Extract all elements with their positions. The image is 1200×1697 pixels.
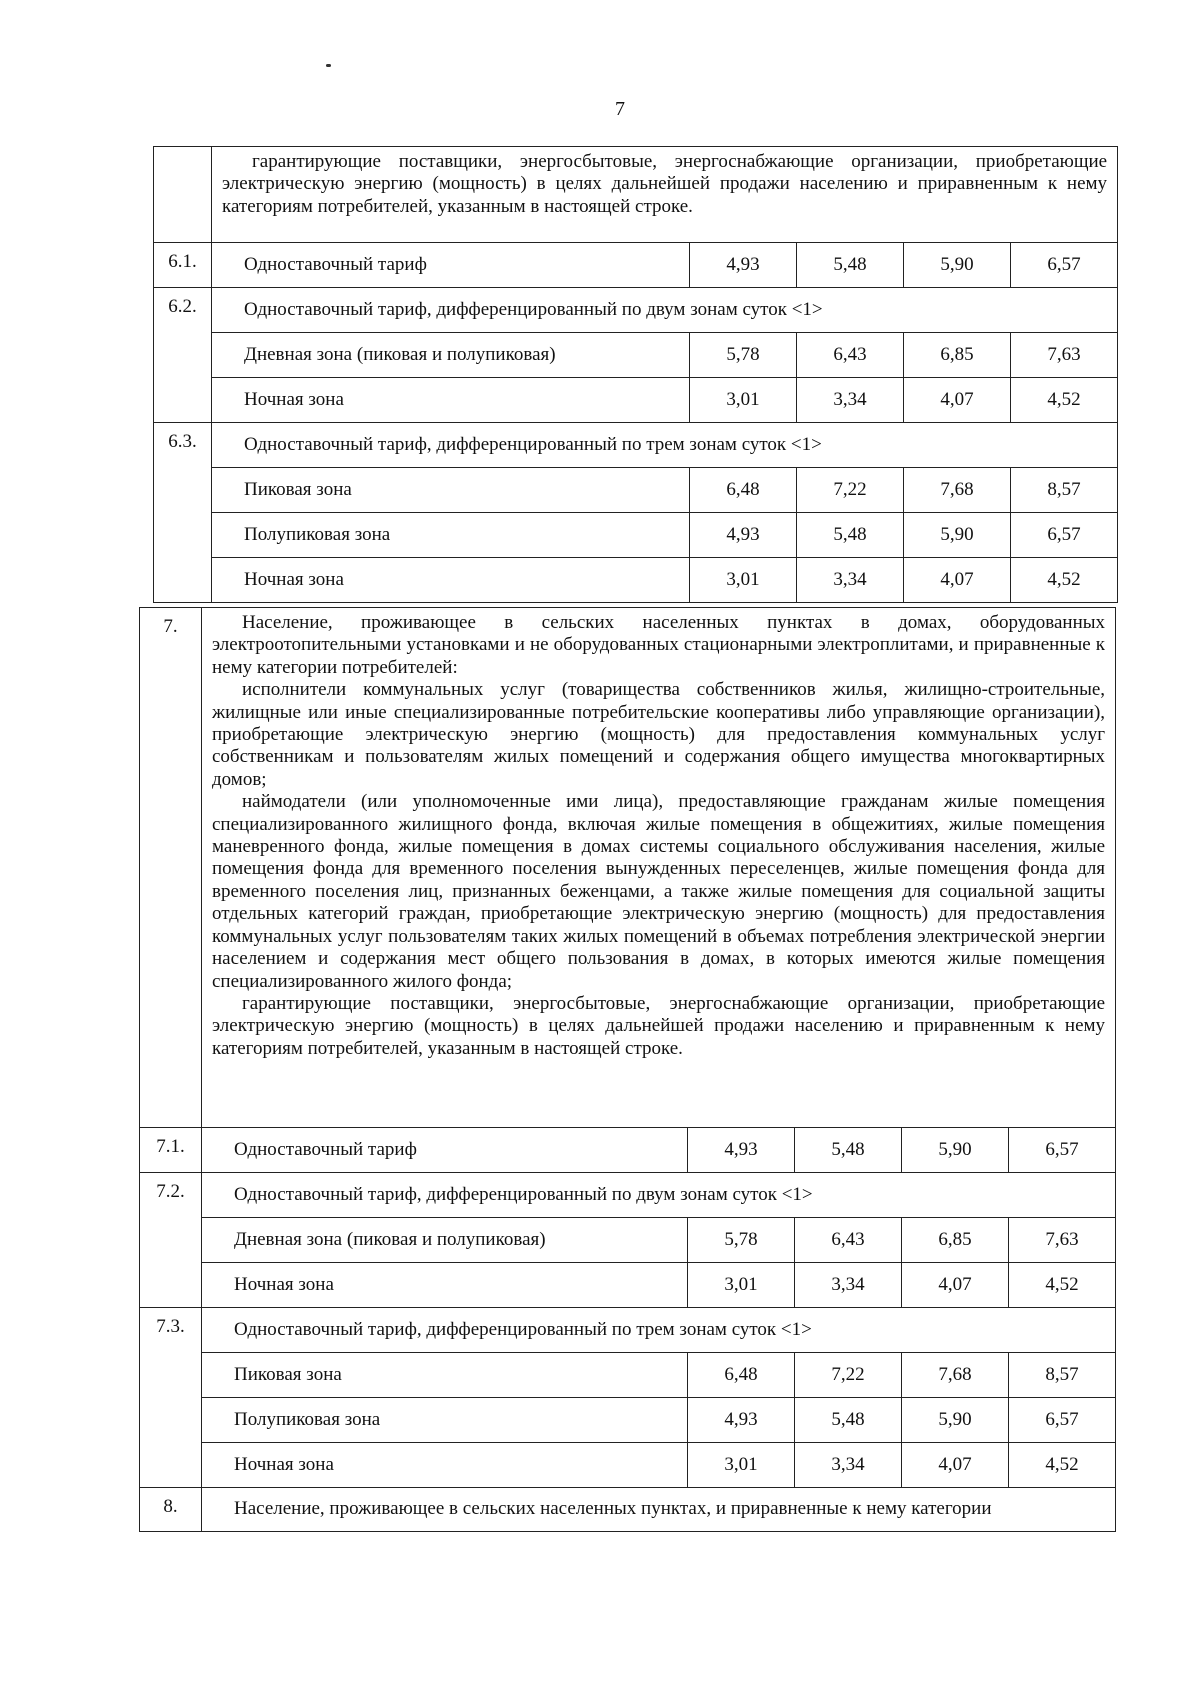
tariff-value: 4,93 bbox=[688, 1128, 795, 1173]
section-7-description bbox=[202, 608, 1116, 1128]
tariff-value: 4,93 bbox=[690, 513, 797, 558]
table-row bbox=[154, 288, 1118, 333]
table-row bbox=[154, 378, 1118, 423]
tariff-value: 3,34 bbox=[797, 378, 904, 423]
tariff-value: 4,52 bbox=[1011, 558, 1118, 603]
tariff-label: Дневная зона (пиковая и полупиковая) bbox=[212, 333, 690, 378]
tariff-value: 4,07 bbox=[902, 1443, 1009, 1488]
row-number: 7. bbox=[140, 608, 202, 1128]
tariff-value: 7,63 bbox=[1011, 333, 1118, 378]
table-row bbox=[140, 1263, 1116, 1308]
tariff-value: 4,52 bbox=[1009, 1443, 1116, 1488]
tariff-label: Ночная зона bbox=[212, 378, 690, 423]
tariff-value: 4,93 bbox=[690, 243, 797, 288]
tariff-value: 6,48 bbox=[688, 1353, 795, 1398]
tariff-group-label: Одноставочный тариф, дифференцированный по трем зонам суток <1> bbox=[212, 423, 1118, 468]
table-row bbox=[154, 513, 1118, 558]
row-number: 7.2. bbox=[140, 1173, 202, 1308]
tariff-value: 6,85 bbox=[904, 333, 1011, 378]
tariff-value: 5,78 bbox=[688, 1218, 795, 1263]
table-row bbox=[140, 608, 1116, 1128]
tariff-value: 7,68 bbox=[902, 1353, 1009, 1398]
table-row bbox=[140, 1353, 1116, 1398]
tariff-value: 4,07 bbox=[904, 378, 1011, 423]
tariff-label: Одноставочный тариф bbox=[212, 243, 690, 288]
tariff-label: Одноставочный тариф bbox=[202, 1128, 688, 1173]
tariff-value: 8,57 bbox=[1011, 468, 1118, 513]
tariff-label: Полупиковая зона bbox=[212, 513, 690, 558]
row-number: 6.2. bbox=[154, 288, 212, 423]
tariff-value: 4,52 bbox=[1011, 378, 1118, 423]
tariff-value: 5,78 bbox=[690, 333, 797, 378]
tariff-value: 4,07 bbox=[902, 1263, 1009, 1308]
tariff-value: 6,43 bbox=[795, 1218, 902, 1263]
tariff-label: Ночная зона bbox=[202, 1263, 688, 1308]
tariff-value: 5,48 bbox=[795, 1398, 902, 1443]
table-row bbox=[154, 333, 1118, 378]
tariff-value: 3,01 bbox=[688, 1443, 795, 1488]
row-number-cell bbox=[154, 147, 212, 243]
table-row bbox=[140, 1218, 1116, 1263]
section-6-intro: гарантирующие поставщики, энергосбытовые, энергоснабжающие организации, приобретающие электрическую энергию (мощность) в целях дальнейшей продажи населению и приравненным к нему категориям потребителей, указанным в настоящей строке. bbox=[212, 147, 1118, 243]
row-number: 7.1. bbox=[140, 1128, 202, 1173]
tariff-value: 3,34 bbox=[797, 558, 904, 603]
tariff-value: 6,48 bbox=[690, 468, 797, 513]
table-row bbox=[140, 1443, 1116, 1488]
tariff-value: 3,34 bbox=[795, 1263, 902, 1308]
page-number: 7 bbox=[615, 98, 625, 120]
table-row bbox=[154, 423, 1118, 468]
tariff-label: Полупиковая зона bbox=[202, 1398, 688, 1443]
tariff-value: 3,34 bbox=[795, 1443, 902, 1488]
row-number: 6.1. bbox=[154, 243, 212, 288]
tariff-value: 5,90 bbox=[904, 513, 1011, 558]
table-row bbox=[154, 468, 1118, 513]
tariff-value: 6,57 bbox=[1011, 243, 1118, 288]
row-number: 7.3. bbox=[140, 1308, 202, 1488]
tariff-group-label: Одноставочный тариф, дифференцированный по двум зонам суток <1> bbox=[202, 1173, 1116, 1218]
table-row bbox=[140, 1398, 1116, 1443]
tariff-value: 7,68 bbox=[904, 468, 1011, 513]
tariff-value: 6,57 bbox=[1009, 1398, 1116, 1443]
table-row bbox=[140, 1308, 1116, 1353]
tariff-value: 6,85 bbox=[902, 1218, 1009, 1263]
tariff-value: 5,48 bbox=[797, 513, 904, 558]
paragraph: гарантирующие поставщики, энергосбытовые, энергоснабжающие организации, приобретающие электрическую энергию (мощность) в целях дальнейшей продажи населению и приравненным к нему категориям потребителей, указанным в настоящей строке. bbox=[212, 992, 1106, 1059]
tariff-value: 7,22 bbox=[795, 1353, 902, 1398]
tariff-value: 5,48 bbox=[795, 1128, 902, 1173]
tariff-label: Ночная зона bbox=[212, 558, 690, 603]
tariff-label: Дневная зона (пиковая и полупиковая) bbox=[202, 1218, 688, 1263]
table-row bbox=[154, 147, 1118, 243]
paragraph: наймодатели (или уполномоченные ими лица), предоставляющие гражданам жилые помещения специализированного жилищного фонда, включая жилые помещения в общежитиях, жилые помещения маневренного фонда, жилые помещения в домах системы социального обслуживания населения, жилые помещения фонда для временного поселения вынужденных переселенцев, жилые помещения фонда для временного поселения лиц, признанных беженцами, а также жилые помещения для социальной защиты отдельных категорий граждан, приобретающие электрическую энергию (мощность) для предоставления коммунальных услуг пользователям таких жилых помещений в объемах потребления электрической энергии населением и содержания мест общего пользования в домах, в которых имеются жилые помещения специализированного жилого фонда; bbox=[212, 791, 1106, 992]
tariff-value: 5,90 bbox=[904, 243, 1011, 288]
tariff-label: Пиковая зона bbox=[202, 1353, 688, 1398]
tariff-value: 3,01 bbox=[690, 558, 797, 603]
tariff-value: 3,01 bbox=[688, 1263, 795, 1308]
tariff-value: 7,63 bbox=[1009, 1218, 1116, 1263]
tariff-value: 4,07 bbox=[904, 558, 1011, 603]
tariff-value: 5,90 bbox=[902, 1128, 1009, 1173]
section-8-description: Население, проживающее в сельских населенных пунктах, и приравненные к нему категории bbox=[202, 1488, 1116, 1532]
tariff-value: 6,57 bbox=[1009, 1128, 1116, 1173]
tariff-group-label: Одноставочный тариф, дифференцированный по двум зонам суток <1> bbox=[212, 288, 1118, 333]
table-row bbox=[140, 1488, 1116, 1532]
tariff-value: 6,43 bbox=[797, 333, 904, 378]
tariff-value: 5,90 bbox=[902, 1398, 1009, 1443]
paragraph: Население, проживающее в сельских населенных пунктах в домах, оборудованных электроотопительными установками и не оборудованных стационарными электроплитами, и приравненные к нему категории потребителей: bbox=[212, 612, 1106, 678]
tariff-value: 5,48 bbox=[797, 243, 904, 288]
row-number: 8. bbox=[140, 1488, 202, 1532]
tariff-value: 8,57 bbox=[1009, 1353, 1116, 1398]
tariff-value: 7,22 bbox=[797, 468, 904, 513]
tariff-value: 4,93 bbox=[688, 1398, 795, 1443]
tariff-value: 3,01 bbox=[690, 378, 797, 423]
tariff-table-section-7 bbox=[139, 607, 1116, 1532]
tariff-table-section-6 bbox=[153, 146, 1118, 603]
tariff-label: Пиковая зона bbox=[212, 468, 690, 513]
table-row bbox=[154, 243, 1118, 288]
tariff-value: 4,52 bbox=[1009, 1263, 1116, 1308]
row-number: 6.3. bbox=[154, 423, 212, 603]
paragraph: исполнители коммунальных услуг (товарищества собственников жилья, жилищно-строительные, жилищные или иные специализированные потребительские кооперативы либо управляющие организации), приобретающие электрическую энергию (мощность) для предоставления коммунальных услуг собственникам и пользователям жилых помещений и содержания общего имущества многоквартирных домов; bbox=[212, 679, 1106, 790]
table-row bbox=[154, 558, 1118, 603]
tariff-value: 6,57 bbox=[1011, 513, 1118, 558]
table-row bbox=[140, 1173, 1116, 1218]
scan-speck bbox=[326, 64, 331, 67]
table-row bbox=[140, 1128, 1116, 1173]
tariff-group-label: Одноставочный тариф, дифференцированный по трем зонам суток <1> bbox=[202, 1308, 1116, 1353]
tariff-label: Ночная зона bbox=[202, 1443, 688, 1488]
